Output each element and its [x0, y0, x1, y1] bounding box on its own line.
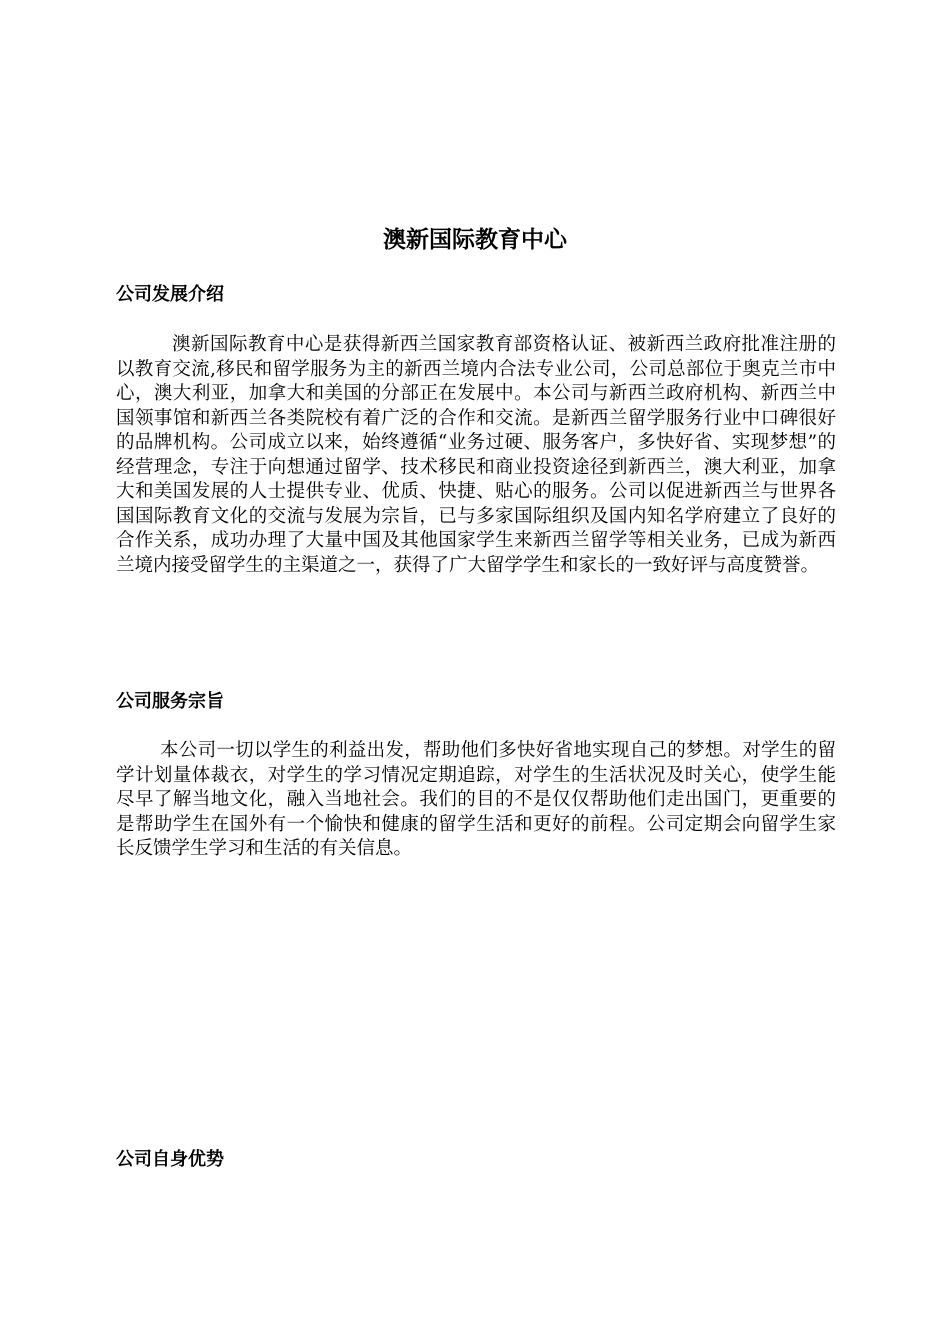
- section-body-development: 澳新国际教育中心是获得新西兰国家教育部资格认证、被新西兰政府批准注册的以教育交流,移民和留学服务为主的新西兰境内合法专业公司，公司总部位于奥克兰市中心，澳大利亚，加拿大和美国的分部正在发展中。本公司与新西兰政府机构、新西兰中国领事馆和新西兰各类院校有着广泛的合作和交流。是新西兰留学服务行业中口碑很好的品牌机构。公司成立以来，始终遵循“业务过硬、服务客户，多快好省、实现梦想”的经营理念，专注于向想通过留学、技术移民和商业投资途径到新西兰，澳大利亚，加拿大和美国发展的人士提供专业、优质、快捷、贴心的服务。公司以促进新西兰与世界各国国际教育文化的交流与发展为宗旨，已与多家国际组织及国内知名学府建立了良好的合作关系，成功办理了大量中国及其他国家学生来新西兰留学等相关业务，已成为新西兰境内接受留学生的主渠道之一，获得了广大留学学生和家长的一致好评与高度赞誉。: [116, 334, 836, 576]
- section-heading-advantages: 公司自身优势: [116, 1149, 224, 1170]
- section-heading-service: 公司服务宗旨: [116, 691, 224, 712]
- section-body-service: 本公司一切以学生的利益出发，帮助他们多快好省地实现自己的梦想。对学生的留学计划量体裁衣，对学生的学习情况定期追踪，对学生的生活状况及时关心，使学生能尽早了解当地文化，融入当地社会。我们的目的不是仅仅帮助他们走出国门，更重要的是帮助学生在国外有一个愉快和健康的留学生活和更好的前程。公司定期会向留学生家长反馈学生学习和生活的有关信息。: [116, 740, 836, 859]
- section-heading-development: 公司发展介绍: [116, 284, 224, 305]
- document-title: 澳新国际教育中心: [383, 227, 567, 253]
